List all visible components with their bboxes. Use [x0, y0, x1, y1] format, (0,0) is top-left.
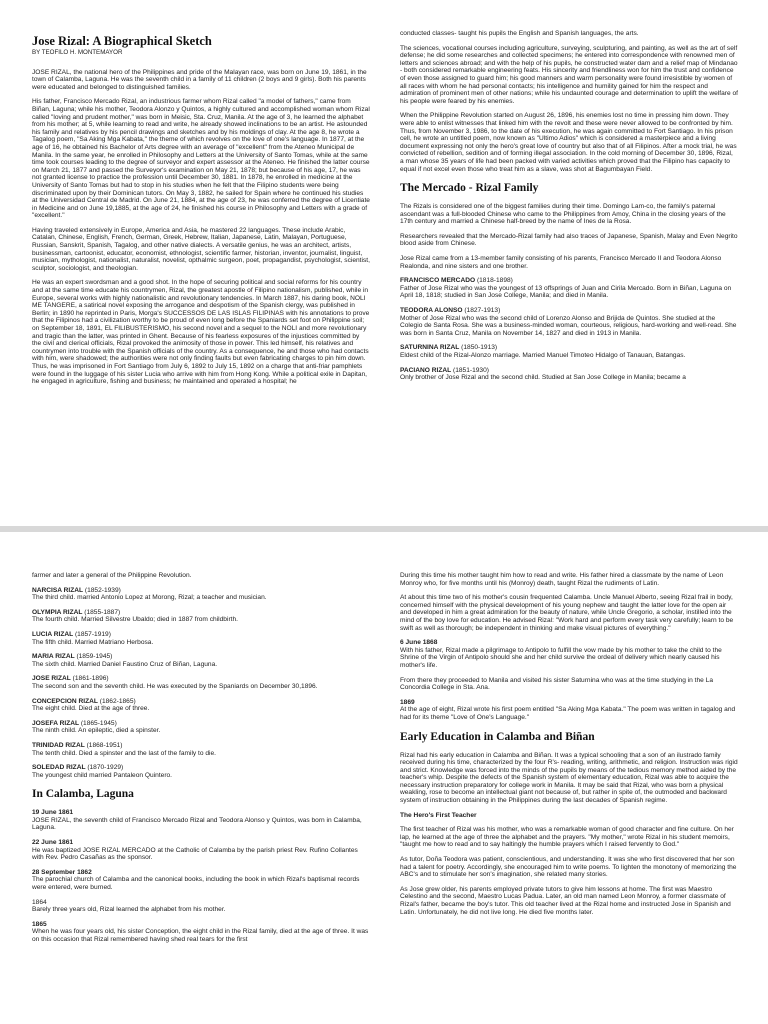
- family-entry: [32, 764, 370, 779]
- family-entry: [32, 675, 370, 690]
- family-member-years: (1857-1919): [73, 630, 111, 638]
- paragraph: As Jose grew older, his parents employed private tutors to give him lessons at home. The first was Maestro Celestino and the second, Maestro Lucas Padua. Later, an old man named Leon Monroy, a former classmate of Rizal's father, became the boy's tutor. This old teacher lived at the Rizal home and instructed Jose in Spanish and Latin. Unfortunately, he did not live long. He died five months later.: [400, 885, 731, 916]
- timeline-text: JOSE RIZAL, the seventh child of Francisco Mercado Rizal and Teodora Alonso y Quintos, was born in Calamba, Laguna.: [32, 816, 362, 832]
- paragraph: Rizal had his early education in Calamba and Biñan. It was a typical schooling that a son of an ilustrado family received during his time, characterized by the four R's- reading, writing, arithmetic, and religion. Instruction was rigid and strict. Knowledge was forced into the minds of the pupils by means of the tedious memory method aided by the teacher's whip. Despite the defects of the Spanish system of elementary education, Rizal was able to acquire the necessary instruction preparatory for college work in Manila. It may be said that Rizal, who was born a physical weakling, rose to become an intellectual giant not because of, but rather in spite of, the outmoded and backward system of instruction obtaining in the Philippines during the last decades of Spanish regime.: [400, 751, 738, 805]
- family-member-name: PACIANO RIZAL: [400, 366, 452, 374]
- paragraph: The first teacher of Rizal was his mother, who was a remarkable woman of good character and fine culture. On her lap, he learned at the age of three the alphabet and the prayers. "My mother," wrote Rizal in his student memoirs, "taught me how to read and to say haltingly the humble prayers which I raised fervently to God.": [400, 826, 734, 849]
- paragraph: He was an expert swordsman and a good shot. In the hope of securing political and social reforms for his country and at the same time educate his countrymen, Rizal, the greatest apostle of Filipino nationalism, published, while in Europe, several works with highly nationalistic and revolutionary tendencies. In March 1887, his daring book, NOLI ME TANGERE, a satirical novel exposing the arrogance and despotism of the Spanish clergy, was published in Berlin; in 1890 he reprinted in Paris, Morga's SUCCESSOS DE LAS ISLAS FILIPINAS with his annotations to prove that the Filipinos had a civilization worthy to be proud of even long before the Spaniards set foot on Philippine soil; on September 18, 1891, EL FILIBUSTERISMO, his second novel and a sequel to the NOLI and more revolutionary and tragic than the latter, was printed in Ghent. Because of his fearless exposures of the injustices committed by the civil and clerical officials, Rizal provoked the animosity of those in power. This led himself, his relatives and countrymen into trouble with the Spanish officials of the country. As a consequence, he and those who had contacts with him, were shadowed; the authorities were not only finding faults but even fabricating charges to pin him down. Thus, he was imprisoned in Fort Santiago from July 6, 1892 to July 15, 1892 on a charge that anti-friar pamphlets were found in the luggage of his sister Lucia who arrive with him from Hong Kong. While a political exile in Dapitan, he engaged in agriculture, fishing and business; he maintained and operated a hospital; he: [32, 279, 370, 386]
- family-entry: [32, 609, 370, 624]
- family-member-name: SATURNINA RIZAL: [400, 344, 460, 352]
- family-member-name: CONCEPCION RIZAL: [32, 697, 98, 705]
- timeline-entry: [400, 699, 738, 722]
- family-member-years: (1862-1865): [97, 697, 136, 705]
- timeline-text: He was baptized JOSE RIZAL MERCADO at the Catholic of Calamba by the parish priest Rev. Rufino Collantes with Rev. Pedro Casañas as the sponsor.: [32, 846, 358, 862]
- family-member-text: Mother of Jose Rizal who was the second child of Lorenzo Alonso and Brijida de Quintos. She studied at the Colegio de Santa Rosa. She was a business-minded woman, courteous, religious, hard-working and well-read. She was born in Santa Cruz, Manila on November 14, 1827 and died in 1913 in Manila.: [400, 314, 737, 337]
- family-member-years: (1861-1896): [70, 675, 109, 683]
- family-member-years: (1850-1913): [459, 344, 498, 352]
- timeline-date: 28 September 1862: [32, 868, 92, 876]
- family-member-name: NARCISA RIZAL: [32, 586, 84, 594]
- family-member-years: (1818-1898): [475, 277, 513, 285]
- family-member-years: (1855-1887): [82, 608, 121, 616]
- timeline-entry: [32, 921, 370, 944]
- family-entry: [32, 653, 370, 668]
- family-entry: [32, 720, 370, 735]
- family-member-years: (1851-1930): [451, 366, 489, 374]
- timeline-text: With his father, Rizal made a pilgrimage to Antipolo to fulfill the vow made by his mother to take the child to the Shrine of the Virgin of Antipolo should she and her child survive the ordeal of delivery which nearly caused his mother's life.: [400, 646, 722, 669]
- section-heading-education: Early Education in Calamba and Biñan: [400, 730, 595, 743]
- family-member-name: TRINIDAD RIZAL: [32, 741, 85, 749]
- paragraph: farmer and later a general of the Philippine Revolution.: [32, 572, 192, 579]
- family-member-text: The ninth child. An epileptic, died a spinster.: [32, 727, 161, 735]
- family-member-years: (1868-1951): [84, 741, 123, 749]
- family-entry: [32, 587, 370, 602]
- family-member-name: OLYMPIA RIZAL: [32, 608, 83, 616]
- timeline-text: At the age of eight, Rizal wrote his first poem entitled "Sa Aking Mga Kabata." The poem was written in tagalog and had for its theme "Love of One's Language.": [400, 706, 736, 721]
- family-member-years: (1852-1939): [83, 586, 121, 594]
- author-byline: BY TEOFILO H. MONTEMAYOR: [32, 49, 123, 56]
- paragraph: The Rizals is considered one of the biggest families during their time. Domingo Lam-co, the family's paternal ascendant was a full-blooded Chinese who came to the Philippines from Amoy, China in the closing years of the 17th century and married a Chinese half-breed by the name of Ines de la Rosa.: [400, 203, 726, 226]
- family-entry: [400, 367, 738, 382]
- family-member-name: SOLEDAD RIZAL: [32, 764, 86, 772]
- section-heading-calamba: In Calamba, Laguna: [32, 788, 134, 801]
- family-entry: [32, 742, 370, 757]
- timeline-entry: [32, 839, 370, 862]
- paragraph: During this time his mother taught him how to read and write. His father hired a classmate by the name of Leon Monroy who, for five months until his (Monroy) death, taught Rizal the rudiments of Latin.: [400, 572, 724, 587]
- page2-left-column: [32, 572, 370, 951]
- family-member-text: The tenth child. Died a spinster and the last of the family to die.: [32, 749, 216, 757]
- family-member-years: (1865-1945): [79, 719, 117, 727]
- paragraph: As tutor, Doña Teodora was patient, conscientious, and understanding. It was she who first discovered that her son had a talent for poetry. Accordingly, she encouraged him to write poems. To lighten the monotony of memorizing the ABC's and to stimulate her son's imagination, she related many stories.: [400, 856, 737, 879]
- family-entry: [32, 631, 370, 646]
- paragraph: conducted classes- taught his pupils the English and Spanish languages, the arts.: [400, 30, 639, 37]
- document-page-2: [0, 532, 768, 1024]
- timeline-text: Barely three years old, Rizal learned the alphabet from his mother.: [32, 906, 226, 914]
- document-title: Jose Rizal: A Biographical Sketch: [32, 34, 212, 48]
- timeline-date: 22 June 1861: [32, 839, 74, 847]
- paragraph: JOSE RIZAL, the national hero of the Philippines and pride of the Malayan race, was born on June 19, 1861, in the town of Calamba, Laguna. He was the seventh child in a family of 11 children (2 boys and 9 girls). Both his parents were educated and belonged to distinguished families.: [32, 68, 367, 91]
- family-entry: [32, 698, 370, 713]
- paragraph: Researchers revealed that the Mercado-Rizal family had also traces of Japanese, Spanish, Malay and Even Negrito blood aside from Chinese.: [400, 232, 738, 248]
- paragraph: The sciences, vocational courses including agriculture, surveying, sculpturing, and painting, as well as the art of self defense; he did some researches and collected specimens; he entered into correspondence with renowned men of letters and sciences abroad; and with the help of his pupils, he constructed water dam and a relief map of Mindanao - both considered remarkable engineering feats. His sincerity and friendliness won for him the trust and confidence of even those assigned to guard him; his good manners and warm personality were found irresistible by women of all races with whom he had personal contacts; his intelligence and humility gained for him the respect and admiration of prominent men of other nations; while his undaunted courage and determination to uplift the welfare of his people were feared by his enemies.: [400, 44, 738, 105]
- family-member-text: The fifth child. Married Matriano Herbosa.: [32, 638, 154, 646]
- family-entry: [400, 344, 738, 359]
- timeline-entry: [32, 809, 370, 832]
- paragraph: At about this time two of his mother's cousin frequented Calamba. Uncle Manuel Alberto, seeing Rizal frail in body, concerned himself with the physical development of his young nephew and taught the latter love for the open air and developed in him a great admiration for the beauty of nature, while Uncle Gregorio, a scholar, instilled into the mind of the boy love for education. He advised Rizal: "Work hard and perform every task very carefully; learn to be swift as well as thorough; be independent in thinking and make visual pictures of everything.": [400, 594, 734, 632]
- timeline-date: 19 June 1861: [32, 809, 74, 817]
- timeline-date: 1865: [32, 920, 47, 928]
- family-entry: [400, 277, 738, 300]
- family-member-name: MARIA RIZAL: [32, 653, 75, 661]
- timeline-text: When he was four years old, his sister Conception, the eight child in the Rizal family, died at the age of three. It was on this occasion that Rizal remembered having shed real tears for the first: [32, 928, 369, 943]
- timeline-date: 6 June 1868: [400, 639, 438, 647]
- family-member-text: Only brother of Jose Rizal and the second child. Studied at San Jose College in Manila; became a: [400, 374, 686, 382]
- section-heading-family: The Mercado - Rizal Family: [400, 182, 539, 195]
- family-member-text: The third child. married Antonio Lopez at Morong, Rizal; a teacher and musician.: [32, 594, 267, 602]
- family-member-name: JOSEFA RIZAL: [32, 719, 80, 727]
- family-member-text: The youngest child married Pantaleon Quintero.: [32, 771, 173, 779]
- timeline-entry: [32, 899, 370, 914]
- subheading-first-teacher: The Hero's First Teacher: [400, 811, 477, 819]
- page1-right-column: [400, 30, 738, 389]
- family-member-name: FRANCISCO MERCADO: [400, 277, 476, 285]
- family-member-years: (1827-1913): [462, 307, 501, 315]
- family-member-name: TEODORA ALONSO: [400, 307, 463, 315]
- family-member-text: Eldest child of the Rizal-Alonzo marriage. Married Manuel Timoteo Hidalgo of Tanauan, Batangas.: [400, 352, 686, 359]
- family-entry: [400, 307, 738, 337]
- paragraph: From there they proceeded to Manila and visited his sister Saturnina who was at the time studying in the La Concordia College in Sta. Ana.: [400, 676, 714, 692]
- page2-right-column: [400, 572, 738, 923]
- family-member-name: JOSE RIZAL: [32, 675, 71, 683]
- timeline-date: 1869: [400, 698, 415, 706]
- page1-left-column: [32, 30, 370, 393]
- family-member-years: (1859-1945): [74, 653, 113, 661]
- timeline-date: 1864: [32, 898, 47, 906]
- timeline-entry: [400, 639, 738, 669]
- paragraph: Having traveled extensively in Europe, America and Asia, he mastered 22 languages. These include Arabic, Catalan, Chinese, English, French, German, Greek, Hebrew, Italian, Japanese, Latin, Malayan, Portuguese, Russian, Sanskrit, Spanish, Tagalog, and other native dialects. A versatile genius, he was an architect, artists, businessman, cartoonist, educator, economist, ethnologist, scientific farmer, historian, inventor, journalist, linguist, musician, mythologist, nationalist, naturalist, novelist, opthalmic surgeon, poet, propagandist, psychologist, scientist, sculptor, sociologist, and theologian.: [32, 226, 370, 272]
- family-member-text: Father of Jose Rizal who was the youngest of 13 offsprings of Juan and Cirila Mercado. Born in Biñan, Laguna on April 18, 1818; studied in San Jose College, Manila; and died in Manila.: [400, 284, 732, 300]
- family-member-text: The sixth child. Married Daniel Faustino Cruz of Biñan, Laguna.: [32, 660, 218, 668]
- family-member-text: The second son and the seventh child. He was executed by the Spaniards on December 30,1896.: [32, 682, 318, 690]
- timeline-text: The parochial church of Calamba and the canonical books, including the book in which Rizal's baptismal records were entered, were burned.: [32, 876, 360, 892]
- family-member-text: The eight child. Died at the age of three.: [32, 705, 150, 713]
- family-member-name: LUCIA RIZAL: [32, 630, 74, 638]
- family-member-years: (1870-1929): [85, 764, 124, 772]
- timeline-entry: [32, 869, 370, 892]
- paragraph: When the Philippine Revolution started on August 26, 1896, his enemies lost no time in pressing him down. They were able to enlist witnesses that linked him with the revolt and these were never allowed to be confronted by him. Thus, from November 3, 1986, to the date of his execution, he was again committed to Fort Santiago. In his prison cell, he wrote an untitled poem, now known as "Ultimo Adios" which is considered a masterpiece and a living document expressing not only the hero's great love of country but also that of all Filipinos. After a mock trial, he was convicted of rebellion, sedition and of forming illegal association. In the cold morning of December 30, 1896, Rizal, a man whose 35 years of life had been packed with varied activities which proved that the Filipino has capacity to equal if not excel even those who treat him as a slave, was shot at Bagumbayan Field.: [400, 112, 737, 173]
- paragraph: Jose Rizal came from a 13-member family consisting of his parents, Francisco Mercado II and Teodora Alonso Realonda, and nine sisters and one brother.: [400, 255, 722, 270]
- family-member-text: The fourth child. Married Silvestre Ubaldo; died in 1887 from childbirth.: [32, 616, 238, 624]
- paragraph: His father, Francisco Mercado Rizal, an industrious farmer whom Rizal called "a model of fathers," came from Biñan, Laguna; while his mother, Teodora Alonzo y Quintos, a highly cultured and accomplished woman whom Rizal called "loving and prudent mother," was born in Meisic, Sta. Cruz, Manila. At the age of 3, he learned the alphabet from his mother; at 5, while learning to read and write, he already showed inclinations to be an artist. He astounded his family and relatives by his pencil drawings and sketches and by his moldings of clay. At the age 8, he wrote a Tagalog poem, "Sa Aking Mga Kabata," the theme of which revolves on the love of one's language. In 1877, at the age of 16, he obtained his Bachelor of Arts degree with an average of "excellent" from the Ateneo Municipal de Manila. In the same year, he enrolled in Philosophy and Letters at the University of Santo Tomas, while at the same time took courses leading to the degree of surveyor and expert assessor at the Ateneo. He finished the latter course on March 21, 1877 and passed the Surveyor's examination on May 21, 1878; but because of his age, 17, he was not granted license to practice the profession until December 30, 1881. In 1878, he enrolled in medicine at the University of Santo Tomas but had to stop in his studies when he felt that the Filipino students were being discriminated upon by their Dominican tutors. On May 3, 1882, he sailed for Spain where he continued his studies at the Universidad Central de Madrid. On June 21, 1884, at the age of 23, he was conferred the degree of Licentiate in Medicine and on June 19,1885, at the age of 24, he finished his course in Philosophy and Letters with a grade of "excellent.": [32, 98, 370, 220]
